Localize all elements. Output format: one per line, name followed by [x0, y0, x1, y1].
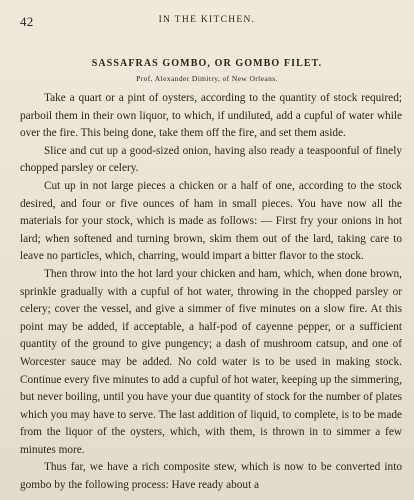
recipe-body [20, 90, 402, 495]
paragraph-gombo: Thus far, we have a rich composite stew, which is now to be converted into gombo by the following process: Have ready about a [20, 461, 402, 492]
paragraph-oysters: Take a quart or a pint of oysters, according to the quantity of stock required; parboil them in their own liquor, to which, if undiluted, add a cupful of water while over the fire. This being done, take them off the fire, and set them aside. [20, 92, 402, 140]
paragraph-stock: Then throw into the hot lard your chicken and ham, which, when done brown, sprinkle gradually with a cupful of hot water, throwing in the chopped parsley or celery; cover the vessel, and give a simmer of five minutes on a slow fire. At this point may be added, if acceptable, a half-pod of cayenne pepper, or a sufficient quantity of the ground to give pungency; a dash of mushroom catsup, and one of Worcester sauce may be added. No cold water is to be used in making stock. Continue every five minutes to add a cupful of hot water, keeping up the simmering, but never boiling, until you have your due quantity of stock for the number of plates which you may have to serve. The last addition of liquid, to complete, is to be made from the liquor of the oysters, which, with them, is thrown in to simmer a few minutes more. [20, 267, 402, 456]
paragraph-onion: Slice and cut up a good-sized onion, having also ready a teaspoonful of finely chopped parsley or celery. [20, 144, 402, 175]
paragraph-chicken: Cut up in not large pieces a chicken or a half of one, according to the stock desired, and four or five ounces of ham in small pieces. You have now all the materials for your stock, which is made as follows: — First fry your onions in hot lard; when softened and turning brown, skim them out of the lard, taking care to leave no particles, which, charring, would impart a bitter flavor to the stock. [20, 179, 402, 263]
recipe-attribution: Prof. Alexander Dimitry, of New Orleans. [136, 74, 278, 83]
page-number: 42 [20, 14, 34, 29]
page-header [20, 14, 394, 32]
recipe-title: SASSAFRAS GOMBO, OR GOMBO FILET. [91, 58, 323, 69]
running-head: IN THE KITCHEN. [158, 15, 256, 25]
